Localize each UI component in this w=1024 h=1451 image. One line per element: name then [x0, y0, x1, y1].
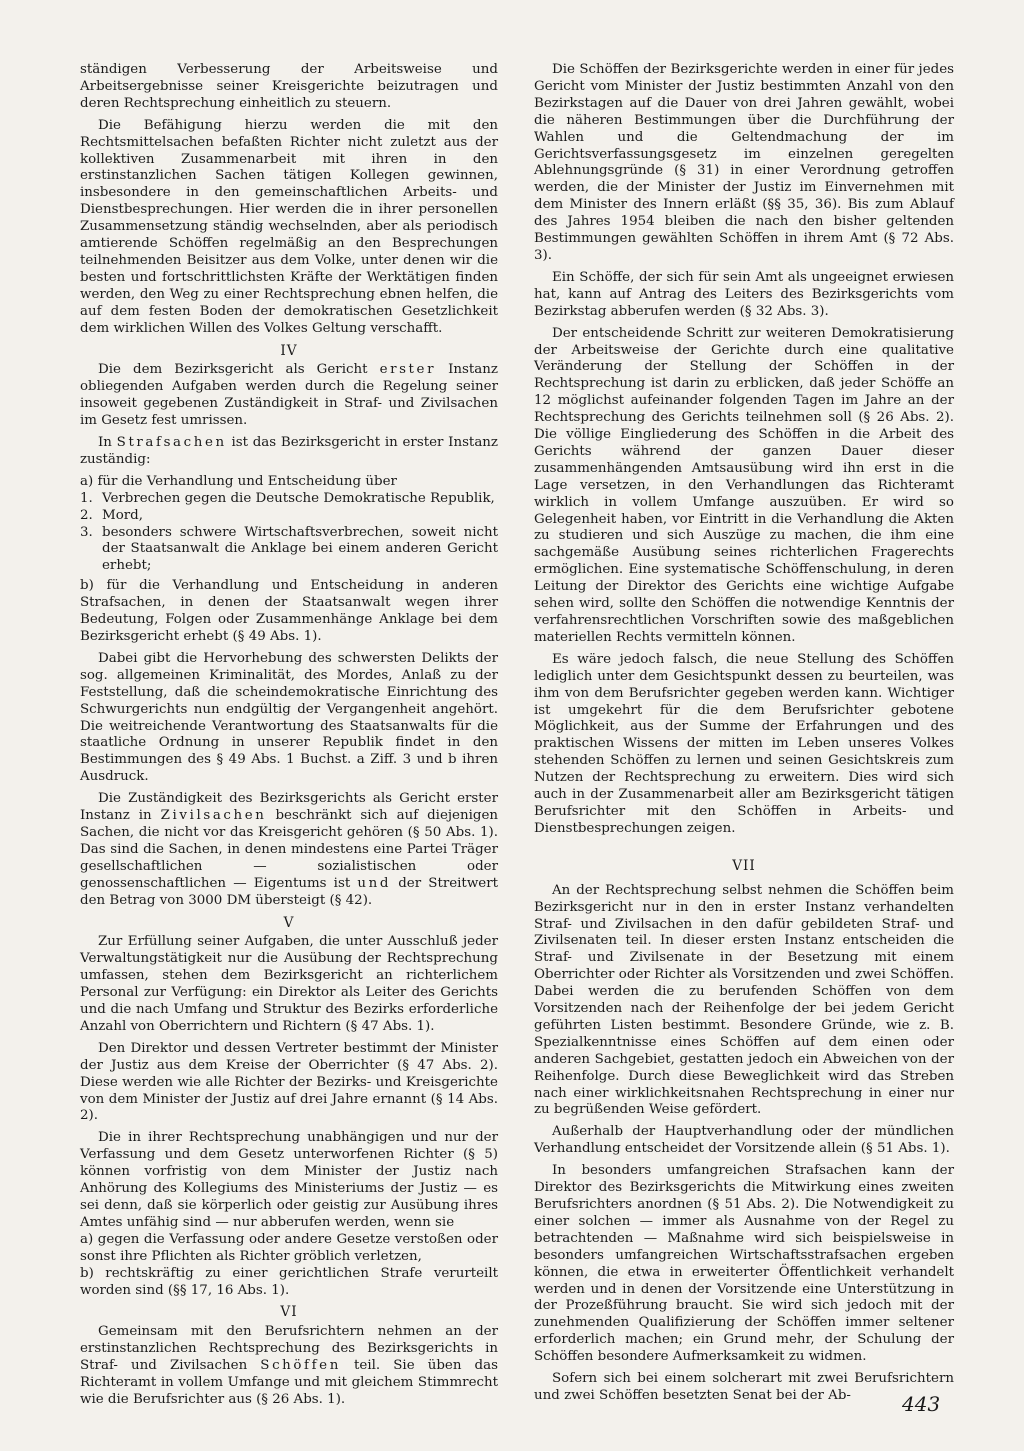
list-intro: a) für die Verhandlung und Entscheidung über: [80, 473, 397, 489]
left-column: [80, 62, 498, 1414]
paragraph: ständigen Verbesserung der Arbeitsweise und Arbeitsergebnisse seiner Kreisgerichte beizutragen und deren Rechtsprechung einheitlich zu steuern.: [80, 62, 498, 111]
section-heading: VII: [732, 857, 756, 874]
paragraph: Dabei gibt die Hervorhebung des schwersten Delikts der sog. allgemeinen Kriminalität, des Mordes, Anlaß zu der Feststellung, daß die scheindemokratische Einrichtung des Schwurgerichts nun endgültig der Vergangenheit angehört. Die weitreichende Verantwortung des Staatsanwalts für die staatliche Ordnung in unserer Republik findet in den Bestimmungen des § 49 Abs. 1 Buchst. a Ziff. 3 und b ihren Ausdruck.: [80, 650, 498, 785]
section-heading: VI: [280, 1304, 298, 1321]
right-column: [534, 62, 954, 1410]
paragraph: b) für die Verhandlung und Entscheidung in anderen Strafsachen, in denen der Staatsanwalt wegen ihrer Bedeutung, Folgen oder Zusammenhänge Anklage bei dem Bezirksgericht erhebt (§ 49 Abs. 1).: [80, 578, 498, 644]
paragraph: Der entscheidende Schritt zur weiteren Demokratisierung der Arbeitsweise der Gerichte durch eine qualitative Veränderung der Stellung der Schöffen in der Rechtsprechung ist darin zu erblicken, daß jeder Schöffe an 12 möglichst aufeinander folgenden Tagen im Jahre an der Rechtsprechung des Gerichts teilnehmen soll (§ 26 Abs. 2). Die völlige Eingliederung des Schöffen in die Arbeit des Gerichts während der ganzen Dauer dieser zusammenhängenden Amtsausübung wird ihn erst in die Lage versetzen, in den Verhandlungen das Richteramt wirklich in vollem Umfange auszuüben. Er wird so Gelegenheit haben, vor Eintritt in die Verhandlung die Akten zu studieren und sich Auszüge zu machen, die ihm eine sachgemäße Ausübung seines richterlichen Fragerechts ermöglichen. Eine systematische Schöffenschulung, in deren Leitung der Direktor des Gerichts eine wichtige Aufgabe sehen wird, sollte den Schöffen die notwendige Kenntnis der verfahrensrechtlichen Vorschriften sowie des maßgeblichen materiellen Rechts vermitteln können.: [534, 325, 954, 645]
list-item: 2. Mord,: [80, 507, 144, 523]
paragraph: Sofern sich bei einem solcherart mit zwei Berufsrichtern und zwei Schöffen besetzten Senat bei der Ab-: [534, 1371, 954, 1403]
paragraph: In Strafsachen ist das Bezirksgericht in erster Instanz zuständig:: [80, 435, 498, 467]
section-heading: IV: [280, 342, 298, 359]
section-heading: V: [283, 914, 295, 931]
paragraph: Ein Schöffe, der sich für sein Amt als ungeeignet erwiesen hat, kann auf Antrag des Leiters des Bezirksgerichts vom Bezirkstag abberufen werden (§ 32 Abs. 3).: [534, 269, 954, 319]
page-number: 443: [902, 1392, 941, 1416]
list-item: 3. besonders schwere Wirtschaftsverbrechen, soweit nicht der Staatsanwalt die Anklage bei einem anderen Gericht erhebt;: [80, 524, 498, 574]
paragraph: An der Rechtsprechung selbst nehmen die Schöffen beim Bezirksgericht nur in den in erster Instanz verhandelten Straf- und Zivilsachen in den dafür gebildeten Straf- und Zivilsenaten teil. In dieser ersten Instanz entscheiden die Straf- und Zivilsenate in der Besetzung mit einem Oberrichter oder Richter als Vorsitzenden und zwei Schöffen. Dabei werden die zu berufenden Schöffen von dem Vorsitzenden nach der Reihenfolge der bei jedem Gericht geführten Listen bestimmt. Besondere Gründe, wie z. B. Spezialkenntnisse eines Schöffen auf dem einen oder anderen Sachgebiet, gestatten jedoch ein Abweichen von der Reihenfolge. Durch diese Beweglichkeit wird das Streben nach einer wirklichkeitsnahen Rechtsprechung in einer nur zu begrüßenden Weise gefördert.: [534, 882, 954, 1118]
paragraph: Die in ihrer Rechtsprechung unabhängigen und nur der Verfassung und dem Gesetz unterworfenen Richter (§ 5) können vorfristig von dem Minister der Justiz nach Anhörung des Kollegiums des Ministeriums der Justiz — es sei denn, daß sie körperlich oder geistig zur Ausübung ihres Amtes unfähig sind — nur abberufen werden, wenn sie: [80, 1130, 498, 1230]
paragraph: Die dem Bezirksgericht als Gericht erster Instanz obliegenden Aufgaben werden durch die Regelung seiner insoweit gegebenen Zuständigkeit in Straf- und Zivilsachen im Gesetz fest umrissen.: [80, 362, 498, 429]
numbered-list: [80, 491, 498, 576]
paragraph: Es wäre jedoch falsch, die neue Stellung des Schöffen lediglich unter dem Gesichtspunkt dessen zu beurteilen, was ihm von dem Berufsrichter gegeben werden kann. Wichtiger ist umgekehrt für die dem Berufsrichter gebotene Möglichkeit, aus der Summe der Erfahrungen und des praktischen Wissens der mitten im Leben unseres Volkes stehenden Schöffen zu lernen und seinen Gesichtskreis zum Nutzen der Rechtsprechung zu erweitern. Dies wird sich auch in der Zusammenarbeit aller am Bezirksgericht tätigen Berufsrichter mit den Schöffen in Arbeits- und Dienstbesprechungen zeigen.: [534, 651, 954, 836]
paragraph: Zur Erfüllung seiner Aufgaben, die unter Ausschluß jeder Verwaltungstätigkeit nur die Ausübung der Rechtsprechung umfassen, stehen dem Bezirksgericht an richterlichem Personal zur Verfügung: ein Direktor als Leiter des Gerichts und die nach Umfang und Struktur des Bezirks erforderliche Anzahl von Oberrichtern und Richtern (§ 47 Abs. 1).: [80, 934, 498, 1034]
paragraph: Gemeinsam mit den Berufsrichtern nehmen an der erstinstanzlichen Rechtsprechung des Bezirksgerichts in Straf- und Zivilsachen Schöffen teil. Sie üben das Richteramt in vollem Umfange und mit gleichem Stimmrecht wie die Berufsrichter aus (§ 26 Abs. 1).: [80, 1324, 498, 1407]
list-item: a) gegen die Verfassung oder andere Gesetze verstoßen oder sonst ihre Pflichten als Richter gröblich verletzen,: [80, 1231, 498, 1264]
paragraph: Die Zuständigkeit des Bezirksgerichts als Gericht erster Instanz in Zivilsachen beschränkt sich auf diejenigen Sachen, die nicht vor das Kreisgericht gehören (§ 50 Abs. 1). Das sind die Sachen, in denen mindestens eine Partei Träger gesellschaftlichen — sozialistischen oder genossenschaftlichen — Eigentums ist und der Streitwert den Betrag von 3000 DM übersteigt (§ 42).: [80, 791, 498, 908]
list-item: b) rechtskräftig zu einer gerichtlichen Strafe verurteilt worden sind (§§ 17, 16 Abs. 1).: [80, 1265, 498, 1298]
paragraph: Außerhalb der Hauptverhandlung oder der mündlichen Verhandlung entscheidet der Vorsitzende allein (§ 51 Abs. 1).: [534, 1124, 954, 1157]
paragraph: Die Befähigung hierzu werden die mit den Rechtsmittelsachen befaßten Richter nicht zuletzt aus der kollektiven Zusammenarbeit mit ihren in den erstinstanzlichen Sachen tätigen Kollegen gewinnen, insbesondere in den gemeinschaftlichen Arbeits- und Dienstbesprechungen. Hier werden die in ihrer personellen Zusammensetzung ständig wechselnden, aber als periodisch amtierende Schöffen regelmäßig an den Besprechungen teilnehmenden Beisitzer aus dem Volke, unter denen wir die besten und fortschrittlichsten Kräfte der Werktätigen finden werden, den Weg zu einer Rechtsprechung ebnen helfen, die auf dem festen Boden der demokratischen Gesetzlichkeit dem wirklichen Willen des Volkes Geltung verschafft.: [80, 117, 498, 336]
paragraph: In besonders umfangreichen Strafsachen kann der Direktor des Bezirksgerichts die Mitwirkung eines zweiten Berufsrichters anordnen (§ 51 Abs. 2). Die Notwendigkeit zu einer solchen — immer als Ausnahme von der Regel zu betrachtenden — Maßnahme wird sich beispielsweise in besonders umfangreichen Wirtschaftsstrafsachen ergeben können, die etwa in erweiterter Öffentlichkeit verhandelt werden und in denen der Vorsitzende eine Unterstützung in der Prozeßführung braucht. Sie wird sich jedoch mit der zunehmenden Qualifizierung der Schöffen immer seltener erforderlich machen; ein Grund mehr, der Schulung der Schöffen besondere Aufmerksamkeit zu widmen.: [534, 1163, 954, 1365]
list-item: 1. Verbrechen gegen die Deutsche Demokratische Republik,: [80, 490, 495, 506]
paragraph: Die Schöffen der Bezirksgerichte werden in einer für jedes Gericht vom Minister der Justiz bestimmten Anzahl von den Bezirkstagen auf die Dauer von drei Jahren gewählt, wobei die näheren Bestimmungen über die Durchführung der Wahlen und die Geltendmachung der im Gerichtsverfassungsgesetz im einzelnen geregelten Ablehnungsgründe (§ 31) in einer Verordnung getroffen werden, die der Minister der Justiz im Einvernehmen mit dem Minister des Innern erläßt (§§ 35, 36). Bis zum Ablauf des Jahres 1954 bleiben die nach den bisher geltenden Bestimmungen gewählten Schöffen in ihrem Amt (§ 72 Abs. 3).: [534, 62, 954, 263]
paragraph: Den Direktor und dessen Vertreter bestimmt der Minister der Justiz aus dem Kreise der Oberrichter (§ 47 Abs. 2). Diese werden wie alle Richter der Bezirks- und Kreisgerichte von dem Minister der Justiz auf drei Jahre ernannt (§ 14 Abs. 2).: [80, 1040, 498, 1124]
